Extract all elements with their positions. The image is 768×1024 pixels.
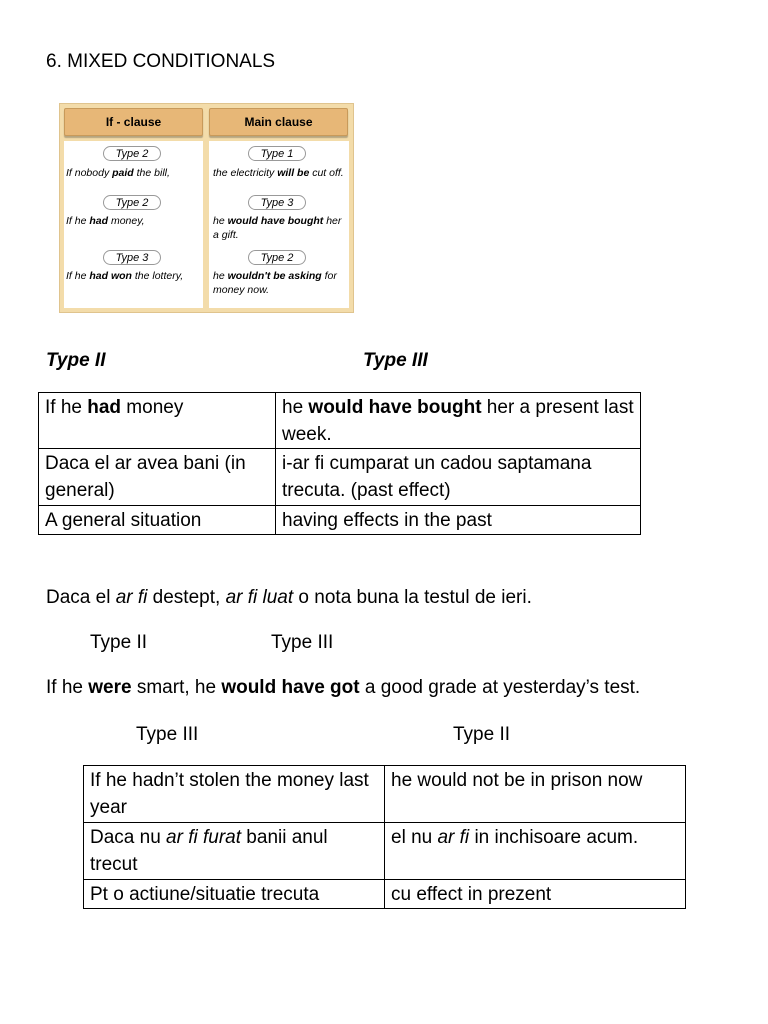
type-pill: Type 2 (103, 195, 161, 210)
main-clause-text: he wouldn't be asking for money now. (213, 270, 337, 296)
table-cell: el nu ar fi in inchisoare acum. (385, 823, 686, 880)
type-label-left: Type III (136, 724, 199, 745)
type-label-left: Type II (46, 350, 106, 371)
main-clause-header: Main clause (209, 108, 348, 136)
type-label-left: Type II (90, 632, 148, 653)
table-cell: having effects in the past (276, 506, 641, 535)
type-pill: Type 2 (248, 250, 306, 265)
type-iii-ii-table (83, 765, 686, 909)
if-clause-text: If he had won the lottery, (66, 270, 184, 282)
type-pill: Type 2 (103, 146, 161, 161)
if-clause-text: If he had money, (66, 215, 145, 227)
page-title: 6. MIXED CONDITIONALS (46, 51, 276, 72)
table-cell: If he had money (39, 393, 276, 449)
main-clause-text: the electricity will be cut off. (213, 167, 344, 179)
type-pill: Type 3 (248, 195, 306, 210)
if-clause-text: If nobody paid the bill, (66, 167, 170, 179)
table-cell: A general situation (39, 506, 276, 535)
table-cell: If he hadn’t stolen the money last year (84, 766, 385, 823)
table-cell: Pt o actiune/situatie trecuta (84, 880, 385, 909)
type-label-right: Type II (453, 724, 511, 745)
type-label-right: Type III (363, 350, 428, 371)
table-cell: cu effect in prezent (385, 880, 686, 909)
table-cell: Daca nu ar fi furat banii anul trecut (84, 823, 385, 880)
main-clause-text: he would have bought her a gift. (213, 215, 342, 241)
type-ii-iii-table (38, 392, 641, 535)
table-cell: he would not be in prison now (385, 766, 686, 823)
english-example-sentence: If he were smart, he would have got a good grade at yesterday’s test. (46, 677, 641, 698)
mixed-conditionals-chart (59, 103, 354, 313)
table-cell: Daca el ar avea bani (in general) (39, 449, 276, 506)
table-cell: he would have bought her a present last week. (276, 393, 641, 449)
romanian-example-sentence: Daca el ar fi destept, ar fi luat o nota buna la testul de ieri. (46, 587, 532, 608)
type-pill: Type 1 (248, 146, 306, 161)
table-cell: i-ar fi cumparat un cadou saptamana trecuta. (past effect) (276, 449, 641, 506)
type-label-right: Type III (271, 632, 334, 653)
type-pill: Type 3 (103, 250, 161, 265)
if-clause-header: If - clause (64, 108, 203, 136)
